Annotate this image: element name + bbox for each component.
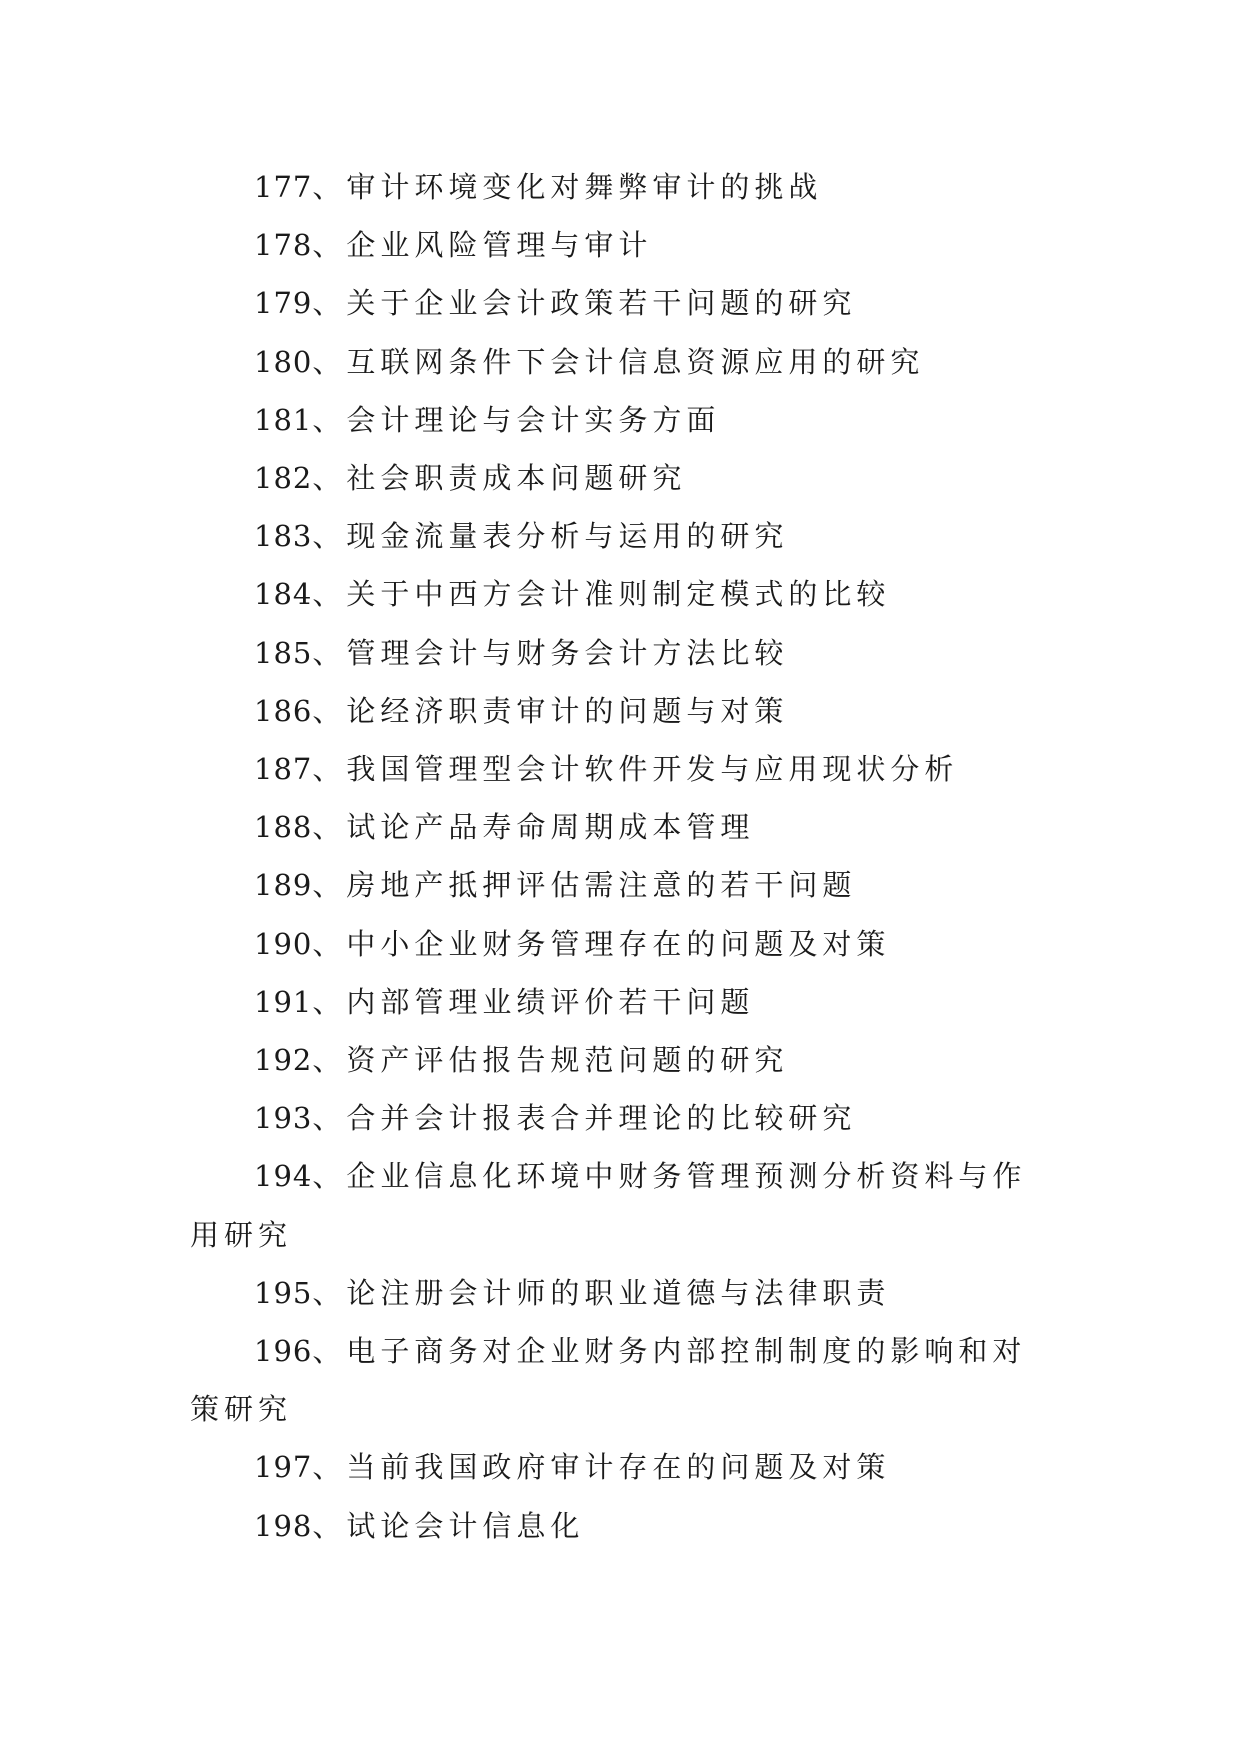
topic-number: 186	[254, 693, 313, 728]
topic-separator: 、	[312, 344, 347, 379]
topic-number: 178	[254, 228, 313, 263]
topic-title: 内部管理业绩评价若干问题	[346, 984, 755, 1019]
list-item	[190, 973, 1060, 1031]
topic-number: 190	[254, 926, 313, 961]
list-item	[190, 682, 1060, 740]
topic-number: 189	[254, 868, 313, 903]
list-item	[190, 391, 1060, 449]
topic-number: 185	[254, 635, 313, 670]
topic-separator: 、	[312, 635, 347, 670]
list-item	[190, 740, 1060, 798]
topic-title: 当前我国政府审计存在的问题及对策	[346, 1450, 891, 1485]
topic-separator: 、	[312, 868, 347, 903]
topic-separator: 、	[312, 170, 347, 204]
list-item	[190, 449, 1060, 507]
topic-title: 房地产抵押评估需注意的若干问题	[346, 868, 857, 903]
topic-list	[190, 158, 1060, 1555]
topic-separator: 、	[312, 286, 347, 321]
topic-separator: 、	[312, 461, 347, 496]
list-item	[190, 565, 1060, 623]
topic-separator: 、	[312, 1508, 347, 1543]
topic-title: 论经济职责审计的问题与对策	[346, 693, 789, 728]
list-item	[190, 333, 1060, 391]
topic-number: 193	[254, 1101, 313, 1136]
topic-title: 试论产品寿命周期成本管理	[346, 810, 755, 845]
topic-separator: 、	[312, 402, 347, 437]
topic-separator: 、	[312, 1275, 347, 1310]
topic-separator: 、	[312, 984, 347, 1019]
topic-title: 试论会计信息化	[346, 1508, 585, 1543]
topic-number: 187	[254, 752, 313, 787]
topic-separator: 、	[312, 519, 347, 554]
topic-title: 电子商务对企业财务内部控制制度的影响和对策研究	[190, 1334, 1027, 1427]
list-item	[190, 1322, 1060, 1438]
topic-separator: 、	[312, 1159, 347, 1194]
topic-number: 197	[254, 1450, 313, 1485]
list-item	[190, 915, 1060, 973]
topic-number: 180	[254, 344, 313, 379]
list-item	[190, 274, 1060, 332]
list-item	[190, 216, 1060, 274]
topic-number: 183	[254, 519, 313, 554]
list-item	[190, 1264, 1060, 1322]
topic-title: 资产评估报告规范问题的研究	[346, 1043, 789, 1078]
topic-title: 论注册会计师的职业道德与法律职责	[346, 1275, 891, 1310]
topic-separator: 、	[312, 926, 347, 961]
topic-separator: 、	[312, 693, 347, 728]
list-item	[190, 1438, 1060, 1496]
topic-title: 互联网条件下会计信息资源应用的研究	[346, 344, 925, 379]
list-item	[190, 1497, 1060, 1555]
topic-number: 184	[254, 577, 313, 612]
topic-separator: 、	[312, 1450, 347, 1485]
list-item	[190, 1147, 1060, 1263]
topic-number: 181	[254, 402, 313, 437]
topic-title: 我国管理型会计软件开发与应用现状分析	[346, 752, 959, 787]
list-item	[190, 158, 1060, 216]
topic-title: 审计环境变化对舞弊审计的挑战	[346, 170, 823, 204]
topic-separator: 、	[312, 577, 347, 612]
topic-title: 企业风险管理与审计	[346, 228, 653, 263]
topic-title: 关于中西方会计准则制定模式的比较	[346, 577, 891, 612]
topic-number: 188	[254, 810, 313, 845]
topic-separator: 、	[312, 1334, 347, 1369]
topic-number: 179	[254, 286, 313, 321]
topic-separator: 、	[312, 752, 347, 787]
list-item	[190, 798, 1060, 856]
topic-separator: 、	[312, 228, 347, 263]
topic-title: 管理会计与财务会计方法比较	[346, 635, 789, 670]
topic-title: 社会职责成本问题研究	[346, 461, 687, 496]
topic-separator: 、	[312, 1101, 347, 1136]
topic-number: 191	[254, 984, 313, 1019]
topic-title: 中小企业财务管理存在的问题及对策	[346, 926, 891, 961]
topic-title: 会计理论与会计实务方面	[346, 402, 721, 437]
topic-title: 合并会计报表合并理论的比较研究	[346, 1101, 857, 1136]
topic-separator: 、	[312, 810, 347, 845]
topic-title: 现金流量表分析与运用的研究	[346, 519, 789, 554]
topic-title: 企业信息化环境中财务管理预测分析资料与作用研究	[190, 1159, 1027, 1252]
topic-number: 192	[254, 1043, 313, 1078]
topic-title: 关于企业会计政策若干问题的研究	[346, 286, 857, 321]
topic-number: 195	[254, 1275, 313, 1310]
list-item	[190, 1089, 1060, 1147]
topic-separator: 、	[312, 1043, 347, 1078]
list-item	[190, 624, 1060, 682]
topic-number: 177	[254, 170, 313, 204]
topic-number: 198	[254, 1508, 313, 1543]
list-item	[190, 507, 1060, 565]
list-item	[190, 856, 1060, 914]
list-item	[190, 1031, 1060, 1089]
topic-number: 182	[254, 461, 313, 496]
topic-number: 194	[254, 1159, 313, 1194]
topic-number: 196	[254, 1334, 313, 1369]
